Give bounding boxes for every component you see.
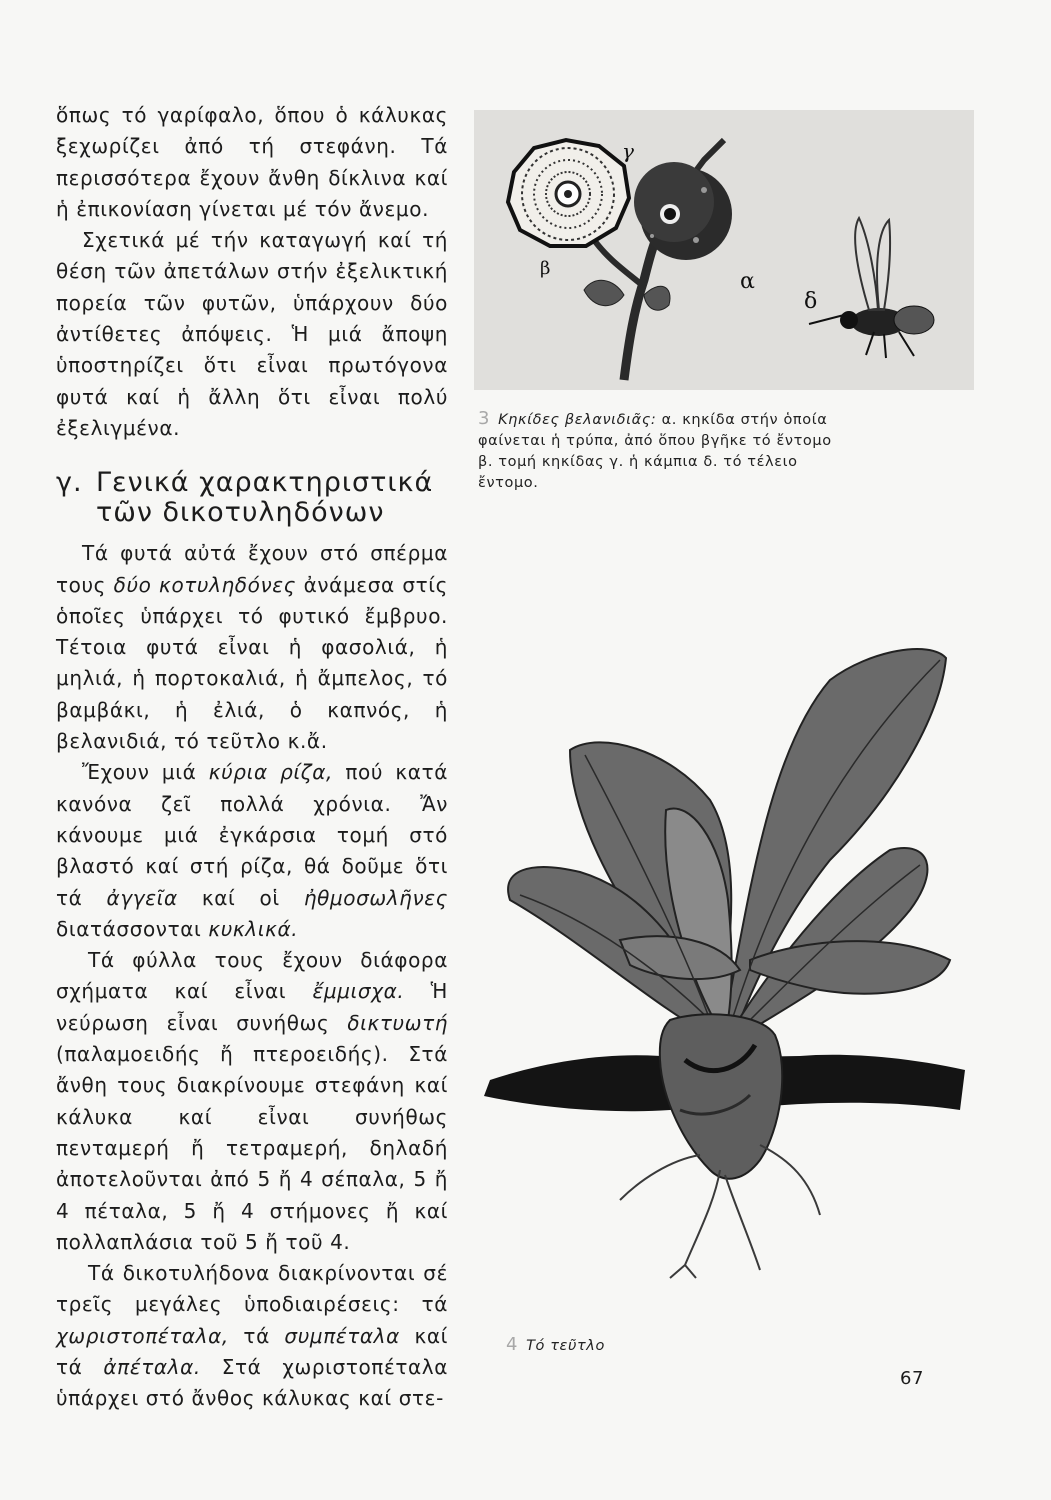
label-gamma: γ xyxy=(622,139,634,163)
main-text-column xyxy=(56,100,448,1415)
paragraph-1: ὅπως τό γαρίφαλο, ὅπου ὁ κάλυκας ξεχωρίζει ἀπό τή στεφάνη. Τά περισσότερα ἔχουν ἄνθη δίκλινα καί ἡ ἐπικονίαση γίνεται μέ τόν ἄνεμο. xyxy=(56,103,448,221)
gall-whole-alpha xyxy=(634,162,732,260)
term-sieve-tubes: ἠθμοσωλῆνες xyxy=(303,885,448,910)
figure-3-text: α. κηκίδα στήν ὁποία φαίνεται ἡ τρύπα, ἀπό ὅπου βγῆκε τό ἔντομο β. τομή κηκίδας γ. ἡ κάμπια δ. τό τέλειο ἔντομο. xyxy=(478,412,832,491)
figure-4-caption xyxy=(506,1334,706,1357)
oak-gall-illustration xyxy=(474,110,974,390)
term-sympetalous: συμπέταλα xyxy=(284,1323,400,1348)
label-delta: δ xyxy=(804,289,818,314)
term-vessels: ἀγγεῖα xyxy=(106,885,178,910)
paragraph-4: Ἔχουν μιά κύρια ρίζα, πού κατά κανόνα ζεῖ πολλά χρόνια. Ἄν κάνουμε μιά ἐγκάρσια τομή στό βλαστό καί στή ρίζα, θά δοῦμε ὅτι τά ἀγγεῖα καί οἱ ἠθμοσωλῆνες διατάσσονται κυκλικά. xyxy=(56,760,448,941)
section-heading-number: γ. xyxy=(56,467,83,499)
section-heading xyxy=(56,468,448,528)
figure-4-number: 4 xyxy=(506,1334,519,1355)
gall-section-beta xyxy=(508,140,629,246)
label-beta: β xyxy=(540,258,551,279)
term-reticulate: δικτυωτή xyxy=(347,1010,448,1035)
label-alpha: α xyxy=(740,269,755,294)
figure-oak-galls xyxy=(474,110,974,390)
term-circular: κυκλικά. xyxy=(208,916,299,941)
term-apetalous: ἀπέταλα. xyxy=(103,1354,201,1379)
figure-3-title: Κηκίδες βελανιδιᾶς: xyxy=(498,412,657,428)
paragraph-5: Τά φύλλα τους ἔχουν διάφορα σχήματα καί εἶναι ἔμμισχα. Ἡ νεύρωση εἶναι συνήθως δικτυωτή (παλαμοειδής ἤ πτεροειδής). Στά ἄνθη τους διακρίνουμε στεφάνη καί κάλυκα καί εἶναι συνήθως πενταμερή ἤ τετραμερή, δηλαδή ἀποτελοῦνται ἀπό 5 ἤ 4 σέπαλα, 5 ἤ 4 πέταλα, 5 ἤ 4 στήμονες ἤ καί πολλαπλάσια τοῦ 5 ἤ τοῦ 4. xyxy=(56,948,448,1254)
figure-beet xyxy=(470,640,970,1280)
term-main-root: κύρια ρίζα, xyxy=(208,760,333,785)
paragraph-3: Τά φυτά αὐτά ἔχουν στό σπέρμα τους δύο κοτυληδόνες ἀνάμεσα στίς ὁποῖες ὑπάρχει τό φυτικό ἔμβρυο. Τέτοια φυτά εἶναι ἡ φασολιά, ἡ μηλιά, ἡ πορτοκαλιά, ἡ ἄμπελος, τό βαμβάκι, ἡ ἐλιά, ὁ καπνός, ἡ βελανιδιά, τό τεῦτλο κ.ἄ. xyxy=(56,541,448,754)
section-heading-title: Γενικά χαρακτηριστικά τῶν δικοτυληδόνων xyxy=(96,467,434,529)
insect-delta xyxy=(809,218,934,358)
beet-plant-illustration xyxy=(470,640,970,1280)
figure-3-caption xyxy=(478,408,848,494)
term-polypetalous: χωριστοπέταλα, xyxy=(56,1323,229,1348)
paragraph-6: Τά δικοτυλήδονα διακρίνονται σέ τρεῖς μεγάλες ὑποδιαιρέσεις: τά χωριστοπέταλα, τά συμπέταλα καί τά ἀπέταλα. Στά χωριστοπέταλα ὑπάρχει στό ἄνθος κάλυκας καί στε- xyxy=(56,1261,448,1411)
figure-4-title: Τό τεῦτλο xyxy=(526,1338,605,1354)
term-petiolate: ἔμμισχα. xyxy=(312,979,405,1004)
term-two-cotyledons: δύο κοτυληδόνες xyxy=(113,572,297,597)
paragraph-2: Σχετικά μέ τήν καταγωγή καί τή θέση τῶν ἀπετάλων στήν ἐξελικτική πορεία τῶν φυτῶν, ὑπάρχουν δύο ἀντίθετες ἀπόψεις. Ἡ μιά ἄποψη ὑποστηρίζει ὅτι εἶναι πρωτόγονα φυτά καί ἡ ἄλλη ὅτι εἶναι πολύ ἐξελιγμένα. xyxy=(56,228,448,440)
figure-3-number: 3 xyxy=(478,408,491,429)
page-number: 67 xyxy=(900,1368,924,1389)
